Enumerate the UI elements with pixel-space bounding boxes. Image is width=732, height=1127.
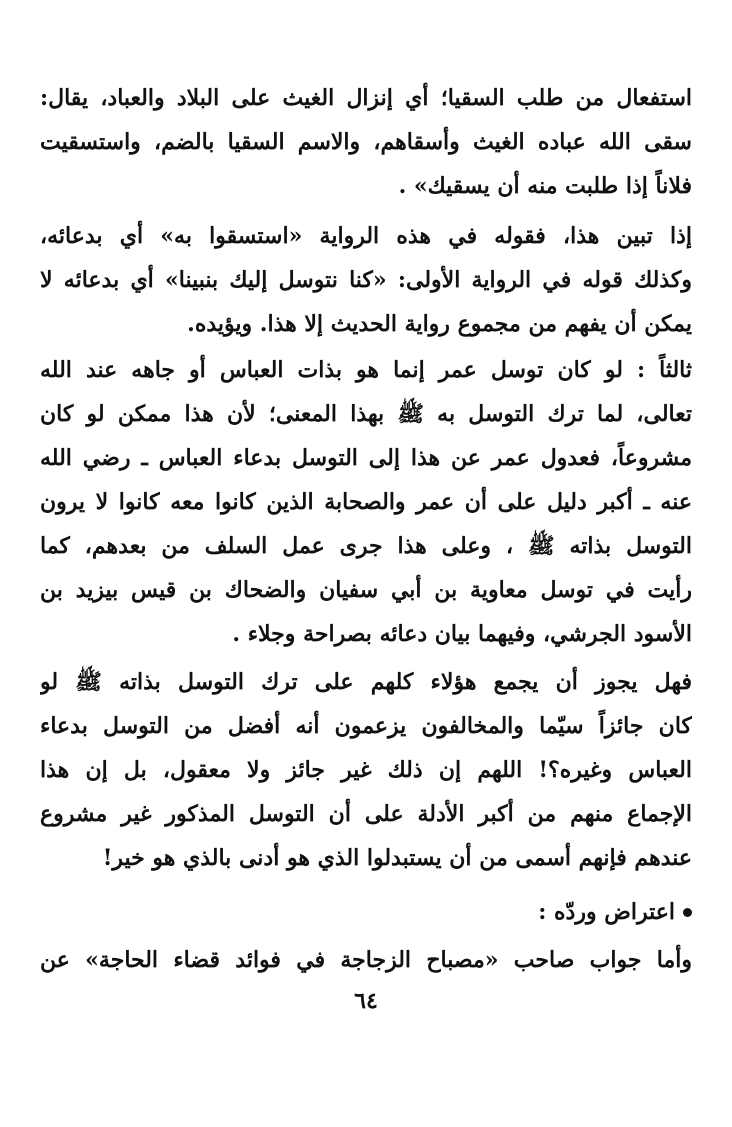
paragraph-2 (40, 214, 692, 346)
text-line: وأما جواب صاحب «مصباح الزجاجة في فوائد قضاء الحاجة» عن (40, 947, 692, 973)
text-line: كان جائزاً سيّما والمخالفون يزعمون أنه أفضل من التوسل بدعاء (40, 713, 692, 739)
text-line: سقى الله عباده الغيث وأسقاهم، والاسم السقيا بالضم، واستسقيت (40, 129, 692, 155)
bullet-icon (683, 908, 692, 917)
text-line: الأسود الجرشي، وفيهما بيان دعائه بصراحة وجلاء . (232, 621, 692, 647)
text-line: وكذلك قوله في الرواية الأولى: «كنا نتوسل إليك بنبينا» أي بدعائه لا (40, 267, 692, 293)
text-line: يمكن أن يفهم من مجموع رواية الحديث إلا هذا. ويؤيده. (187, 311, 692, 337)
text-line: ثالثاً : لو كان توسل عمر إنما هو بذات العباس أو جاهه عند الله (40, 357, 692, 383)
text-line: مشروعاً، فعدول عمر عن هذا إلى التوسل بدعاء العباس ـ رضي الله (40, 445, 692, 471)
text-line: التوسل بذاته ﷺ ، وعلى هذا جرى عمل السلف من بعدهم، كما (40, 533, 692, 559)
heading-line (40, 890, 692, 934)
text-line: استفعال من طلب السقيا؛ أي إنزال الغيث على البلاد والعباد، يقال: (40, 85, 692, 111)
paragraph-3 (40, 348, 692, 656)
paragraph-1 (40, 76, 692, 208)
text-line: تعالى، لما ترك التوسل به ﷺ بهذا المعنى؛ لأن هذا ممكن لو كان (40, 401, 692, 427)
text-line: العباس وغيره؟! اللهم إن ذلك غير جائز ولا معقول، بل إن هذا (40, 757, 692, 783)
text-line: رأيت في توسل معاوية بن أبي سفيان والضحاك بن قيس بيزيد بن (40, 577, 692, 603)
text-line: عندهم فإنهم أسمى من أن يستبدلوا الذي هو أدنى بالذي هو خير! (102, 845, 692, 871)
text-line: عنه ـ أكبر دليل على أن عمر والصحابة الذين كانوا معه كانوا لا يرون (40, 489, 692, 515)
text-line: الإجماع منهم من أكبر الأدلة على أن التوسل المذكور غير مشروع (40, 801, 692, 827)
paragraph-6 (40, 938, 692, 982)
heading-text: اعتراض وردّه : (538, 899, 675, 925)
text-line: إذا تبين هذا، فقوله في هذه الرواية «استسقوا به» أي بدعائه، (40, 223, 692, 249)
section-heading (40, 890, 692, 934)
page-number: ٦٤ (354, 988, 378, 1014)
text-line: فلاناً إذا طلبت منه أن يسقيك» . (398, 173, 692, 199)
text-line: فهل يجوز أن يجمع هؤلاء كلهم على ترك التوسل بذاته ﷺ لو (40, 669, 692, 695)
paragraph-4 (40, 660, 692, 880)
